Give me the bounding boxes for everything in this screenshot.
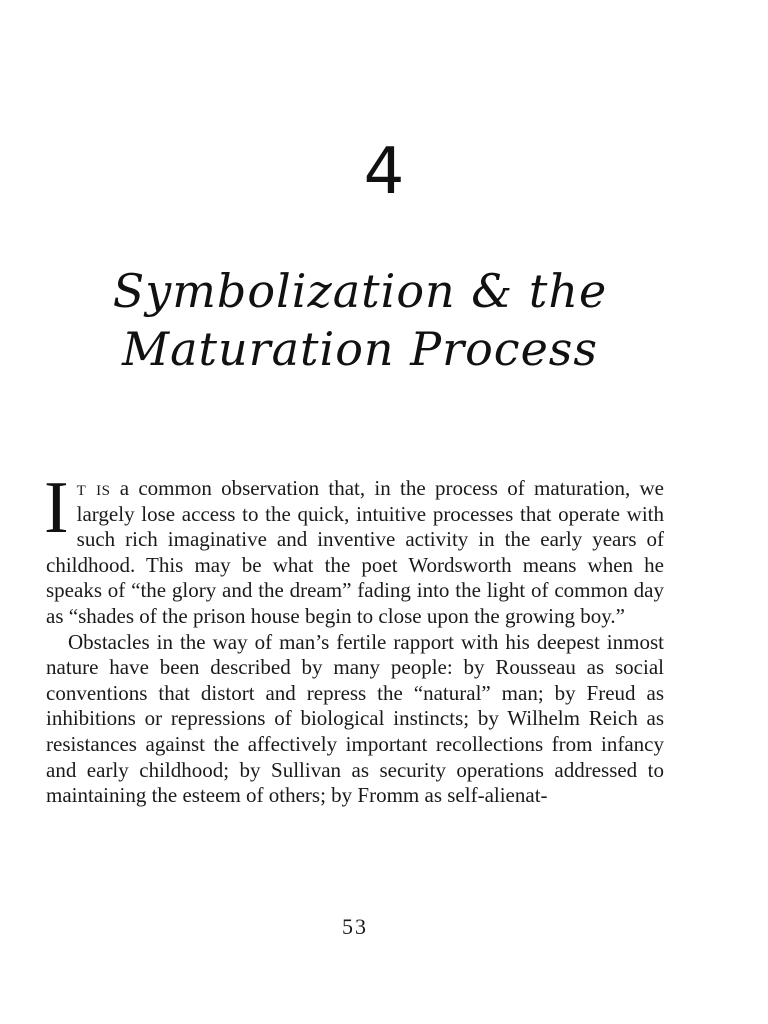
- chapter-title: [80, 262, 640, 378]
- lead-smallcaps: t is: [76, 476, 111, 500]
- paragraph-1: [44, 467, 665, 630]
- chapter-number: 4: [363, 135, 405, 209]
- chapter-title-line-1: Symbolization & the: [112, 264, 608, 318]
- page-number: 53: [342, 914, 368, 939]
- paragraph-1-text: a common observation that, in the process of maturation, we largely lose access to the quick, intuitive processes that operate with such rich imaginative and inventive activity in the early years of childhood. This may be what the poet Wordsworth means when he speaks of “the glory and the dream” fading into the light of common day as “shades of the prison house begin to close upon the growing boy.”: [46, 476, 665, 628]
- paragraph-2: Obstacles in the way of man’s fertile rapport with his deepest inmost nature have been described by many people: by Rousseau as social conventions that distort and repress the “natural” man; by Freud as inhibitions or repressions of biological instincts; by Wilhelm Reich as resistances against the affectively important recollections from infancy and early childhood; by Sullivan as security operations addressed to maintaining the esteem of others; by Fromm as self-alienat-: [46, 629, 664, 808]
- body-text: [44, 467, 665, 809]
- drop-cap: I: [44, 467, 69, 549]
- chapter-title-line-2: Maturation Process: [121, 322, 599, 376]
